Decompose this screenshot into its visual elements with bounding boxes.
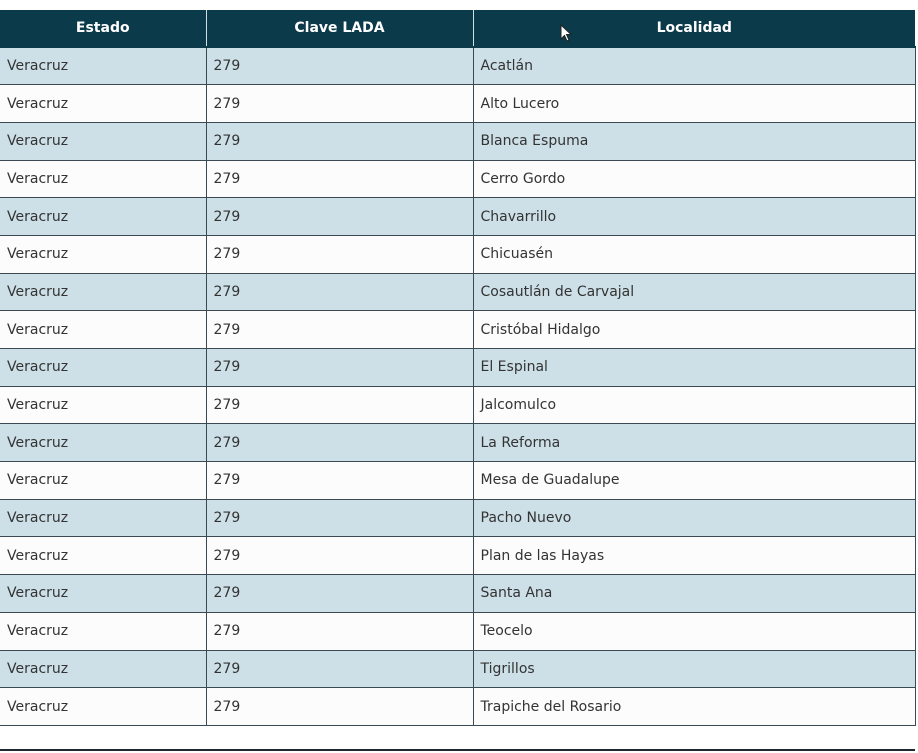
- cell-clave-lada: 279: [206, 688, 473, 726]
- lada-table: [0, 10, 916, 726]
- table-row: [0, 612, 915, 650]
- cell-clave-lada: 279: [206, 537, 473, 575]
- table-row: [0, 273, 915, 311]
- cell-clave-lada: 279: [206, 612, 473, 650]
- table-row: [0, 122, 915, 160]
- table-header: [0, 10, 915, 47]
- cell-clave-lada: 279: [206, 235, 473, 273]
- cell-estado: Veracruz: [0, 612, 206, 650]
- cell-localidad: Chicuasén: [473, 235, 915, 273]
- header-row: [0, 10, 915, 47]
- table-row: [0, 198, 915, 236]
- table-body: [0, 47, 915, 725]
- cell-localidad: Trapiche del Rosario: [473, 688, 915, 726]
- cell-estado: Veracruz: [0, 386, 206, 424]
- cell-estado: Veracruz: [0, 424, 206, 462]
- cell-localidad: Acatlán: [473, 47, 915, 85]
- table-row: [0, 349, 915, 387]
- cell-localidad: Alto Lucero: [473, 85, 915, 123]
- cell-localidad: Cerro Gordo: [473, 160, 915, 198]
- cell-localidad: Santa Ana: [473, 575, 915, 613]
- cell-clave-lada: 279: [206, 122, 473, 160]
- cell-estado: Veracruz: [0, 235, 206, 273]
- table-row: [0, 160, 915, 198]
- cell-estado: Veracruz: [0, 198, 206, 236]
- cell-estado: Veracruz: [0, 575, 206, 613]
- mouse-pointer-icon: [560, 24, 574, 44]
- cell-clave-lada: 279: [206, 650, 473, 688]
- cell-clave-lada: 279: [206, 160, 473, 198]
- table-row: [0, 424, 915, 462]
- cell-localidad: Cristóbal Hidalgo: [473, 311, 915, 349]
- cell-clave-lada: 279: [206, 349, 473, 387]
- table-row: [0, 47, 915, 85]
- cell-clave-lada: 279: [206, 273, 473, 311]
- cell-estado: Veracruz: [0, 499, 206, 537]
- cell-clave-lada: 279: [206, 575, 473, 613]
- cell-estado: Veracruz: [0, 688, 206, 726]
- cell-estado: Veracruz: [0, 311, 206, 349]
- cell-clave-lada: 279: [206, 424, 473, 462]
- table-row: [0, 688, 915, 726]
- cell-estado: Veracruz: [0, 273, 206, 311]
- cell-localidad: Pacho Nuevo: [473, 499, 915, 537]
- cell-localidad: Teocelo: [473, 612, 915, 650]
- column-header-clave-lada[interactable]: Clave LADA: [206, 10, 473, 47]
- table-row: [0, 235, 915, 273]
- cell-estado: Veracruz: [0, 160, 206, 198]
- cell-localidad: La Reforma: [473, 424, 915, 462]
- table-row: [0, 499, 915, 537]
- cell-estado: Veracruz: [0, 537, 206, 575]
- cell-localidad: Chavarrillo: [473, 198, 915, 236]
- cell-estado: Veracruz: [0, 85, 206, 123]
- cell-estado: Veracruz: [0, 122, 206, 160]
- cell-localidad: Cosautlán de Carvajal: [473, 273, 915, 311]
- cell-clave-lada: 279: [206, 462, 473, 500]
- table-row: [0, 311, 915, 349]
- table-row: [0, 650, 915, 688]
- cell-localidad: El Espinal: [473, 349, 915, 387]
- cell-clave-lada: 279: [206, 499, 473, 537]
- cell-clave-lada: 279: [206, 311, 473, 349]
- table-row: [0, 85, 915, 123]
- column-header-localidad[interactable]: Localidad: [473, 10, 915, 47]
- cell-localidad: Plan de las Hayas: [473, 537, 915, 575]
- table-row: [0, 537, 915, 575]
- cell-clave-lada: 279: [206, 47, 473, 85]
- cell-localidad: Jalcomulco: [473, 386, 915, 424]
- cell-estado: Veracruz: [0, 650, 206, 688]
- cell-estado: Veracruz: [0, 47, 206, 85]
- cell-clave-lada: 279: [206, 198, 473, 236]
- cell-clave-lada: 279: [206, 85, 473, 123]
- cell-localidad: Mesa de Guadalupe: [473, 462, 915, 500]
- column-header-estado[interactable]: Estado: [0, 10, 206, 47]
- cell-localidad: Blanca Espuma: [473, 122, 915, 160]
- cell-clave-lada: 279: [206, 386, 473, 424]
- cell-estado: Veracruz: [0, 462, 206, 500]
- cell-localidad: Tigrillos: [473, 650, 915, 688]
- table-row: [0, 462, 915, 500]
- bottom-divider: [0, 749, 915, 751]
- cell-estado: Veracruz: [0, 349, 206, 387]
- lada-table-container: [0, 10, 915, 726]
- table-row: [0, 386, 915, 424]
- table-row: [0, 575, 915, 613]
